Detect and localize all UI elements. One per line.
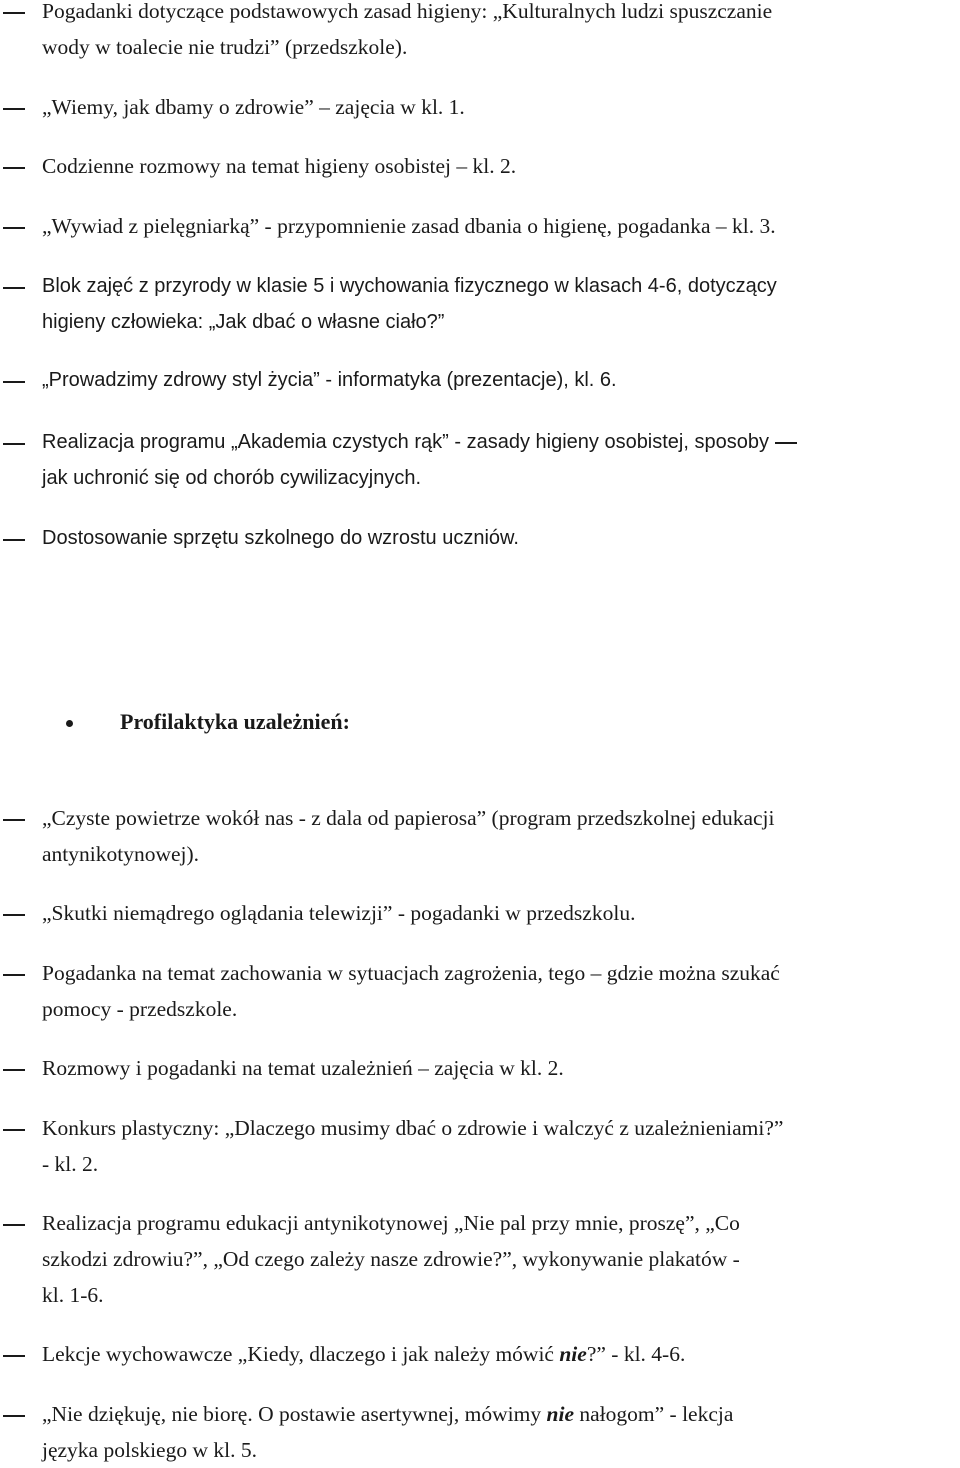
list-item-text: Pogadanka na temat zachowania w sytuacjach zagrożenia, tego – gdzie można szukać (42, 961, 780, 985)
heading-text: Profilaktyka uzależnień: (120, 709, 350, 734)
list-item (0, 895, 955, 931)
list-item-text: „Nie dziękuję, nie biorę. O postawie asertywnej, mówimy nie nałogom” - lekcja (42, 1402, 734, 1426)
dash-bullet (3, 974, 25, 976)
list-item-text: - kl. 2. (42, 1152, 99, 1176)
list-item-text: antynikotynowej). (42, 842, 200, 866)
list-item (0, 1336, 955, 1372)
dash-bullet (3, 443, 25, 445)
list-item (0, 208, 955, 244)
list-item-text: Lekcje wychowawcze „Kiedy, dlaczego i jak należy mówić nie?” - kl. 4-6. (42, 1342, 686, 1366)
list-item (0, 148, 955, 184)
dash-bullet (3, 1415, 25, 1417)
list-item (0, 424, 955, 496)
list-item (0, 1050, 955, 1086)
list-item-text: jak uchronić się od chorób cywilizacyjnych. (42, 467, 422, 489)
list-item (0, 1396, 955, 1468)
list-item (0, 520, 955, 556)
list-item-text: Pogadanki dotyczące podstawowych zasad higieny: „Kulturalnych ludzi spuszczanie (42, 0, 773, 23)
list-item (0, 800, 955, 872)
list-item-text: kl. 1-6. (42, 1283, 104, 1307)
list-item-text: „Prowadzimy zdrowy styl życia” - informatyka (prezentacje), kl. 6. (42, 369, 617, 391)
dash-bullet (3, 1069, 25, 1071)
list-item-text: higieny człowieka: „Jak dbać o własne ciało?” (42, 311, 445, 333)
dash-bullet (3, 819, 25, 821)
dash-bullet (3, 12, 25, 14)
list-item-text: Konkurs plastyczny: „Dlaczego musimy dbać o zdrowie i walczyć z uzależnieniami?” (42, 1116, 784, 1140)
list-item (0, 0, 955, 65)
dash-bullet (3, 539, 25, 541)
list-item-text: języka polskiego w kl. 5. (42, 1438, 257, 1462)
dash-bullet (3, 108, 25, 110)
dash-bullet (3, 227, 25, 229)
bullet-icon (66, 720, 73, 727)
list-item-text: wody w toalecie nie trudzi” (przedszkole). (42, 35, 408, 59)
list-item-text: Blok zajęć z przyrody w klasie 5 i wychowania fizycznego w klasach 4-6, dotyczący (42, 275, 777, 297)
list-item-text: „Skutki niemądrego oglądania telewizji” - pogadanki w przedszkolu. (42, 901, 636, 925)
list-item-text: „Czyste powietrze wokół nas - z dala od papierosa” (program przedszkolnej edukacji (42, 806, 775, 830)
dash-bullet (3, 1129, 25, 1131)
dash-bullet (3, 1224, 25, 1226)
dash-bullet (3, 914, 25, 916)
emphasis-text: nie (559, 1342, 587, 1366)
list-item-text: Realizacja programu „Akademia czystych rąk” - zasady higieny osobistej, sposoby (42, 424, 952, 460)
list-item (0, 1110, 955, 1182)
list-item-text: szkodzi zdrowiu?”, „Od czego zależy nasze zdrowie?”, wykonywanie plakatów - (42, 1247, 740, 1271)
list-item-text: „Wiemy, jak dbamy o zdrowie” – zajęcia w kl. 1. (42, 95, 465, 119)
list-item (0, 362, 955, 398)
list-item-text: Dostosowanie sprzętu szkolnego do wzrostu uczniów. (42, 527, 519, 549)
list-item-text: Rozmowy i pogadanki na temat uzależnień – zajęcia w kl. 2. (42, 1056, 564, 1080)
list-item-text: Codzienne rozmowy na temat higieny osobistej – kl. 2. (42, 154, 517, 178)
dash-bullet (3, 287, 25, 289)
dash-bullet (3, 1355, 25, 1357)
list-item (0, 1205, 955, 1313)
list-item (0, 955, 955, 1027)
emphasis-text: nie (546, 1402, 574, 1426)
list-item-text: Realizacja programu edukacji antynikotynowej „Nie pal przy mnie, proszę”, „Co (42, 1211, 740, 1235)
list-item (0, 89, 955, 125)
dash-bullet (3, 167, 25, 169)
dash-mark (775, 442, 797, 444)
list-item-text: pomocy - przedszkole. (42, 997, 238, 1021)
dash-bullet (3, 381, 25, 383)
section-heading (0, 704, 700, 744)
list-item (0, 268, 955, 340)
list-item-text: „Wywiad z pielęgniarką” - przypomnienie zasad dbania o higienę, pogadanka – kl. 3. (42, 214, 776, 238)
